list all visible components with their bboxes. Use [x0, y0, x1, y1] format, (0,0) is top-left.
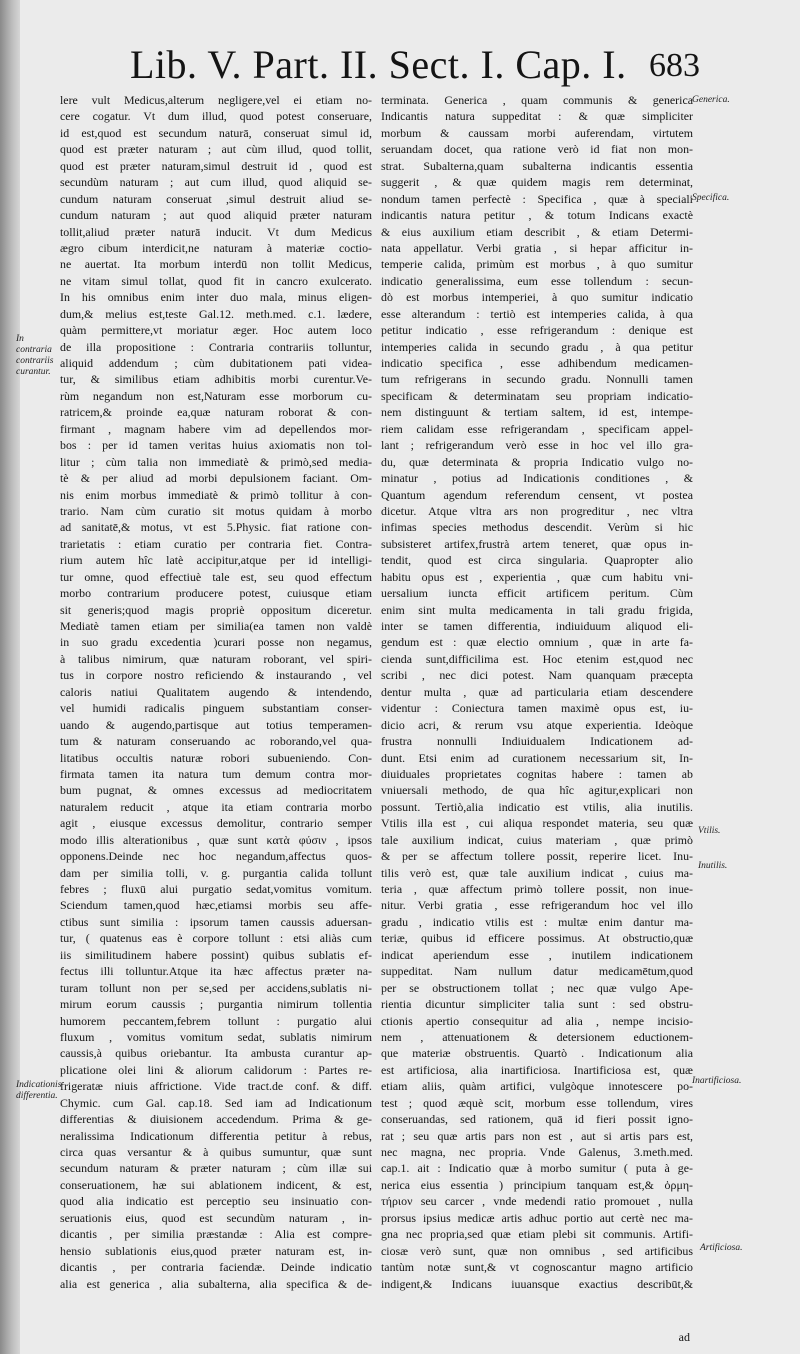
- text-line: aliquid addendum ; cùm dubitationem pati videa-: [60, 356, 372, 370]
- text-line: fectus illi tolluntur.Atque ita hæc affectus præter na-: [60, 964, 372, 979]
- text-line: riem calidam esse refrigerandam , specificam appel-: [381, 421, 693, 436]
- text-line: tur, ( quatenus eas è corpore tollunt : etsi aliàs cum: [60, 931, 372, 946]
- text-line: quàm permittere,vt moriatur æger. Hoc autem loco: [60, 323, 372, 338]
- margin-note-inutilis: Inutilis.: [698, 861, 728, 871]
- margin-note-left-1: In contraria contrariis curantur.: [16, 334, 54, 377]
- text-line: dentur multa , quæ ad particularia etiam descendere: [381, 684, 693, 699]
- text-line: plicatione olei lini & aliorum calidorum : Partes re-: [60, 1062, 372, 1077]
- text-line: intemperies calida in secundo gradu , à qua petitur: [381, 339, 693, 354]
- text-line: ægro cibum interdicit,ne naturam à materiæ coctio-: [60, 240, 372, 255]
- text-line: suppeditat. Nam nullum datur medicamētum,quod: [381, 964, 693, 979]
- text-line: quod est præter naturam ; aut cùm illud, quod tollit,: [60, 142, 372, 157]
- text-line: differentias & diuisionem accedendum. Prima & ge-: [60, 1112, 372, 1127]
- text-line: tus in corpore nostro reficiendo & instaurando , vel: [60, 668, 372, 683]
- text-line: ne vitam simul tollat, quod fit in cancro exulcerato.: [60, 273, 372, 288]
- text-line: de illa propositione : Contraria contrariis tolluntur,: [60, 339, 372, 354]
- text-line: tur omne, quod effectiuè tale est, seu quod effectum: [60, 569, 372, 584]
- text-line: rùm negandum non est,Naturam esse morborum cu-: [60, 388, 372, 403]
- text-line: Chymic. cum Gal. cap.18. Sed iam ad Indicationum: [60, 1095, 372, 1110]
- text-line: test ; quod æquè scit, morbum esse tollendum, vires: [381, 1095, 693, 1110]
- text-line: tur, & similibus etiam adhibitis morbi curentur.Ve-: [60, 372, 372, 387]
- text-line: tollit,aliud præter naturā inducit. Vt dum Medicus: [60, 224, 372, 239]
- text-line: caloris natiui Qualitatem augendo & intendendo,: [60, 684, 372, 699]
- text-line: teriæ, quibus id efficere possimus. At obstructio,quæ: [381, 931, 693, 946]
- text-line: nem distinguunt & tertiam saltem, id est, intempe-: [381, 405, 693, 420]
- text-line: Mediatè tamen etiam per similia(ea tamen non valdè: [60, 619, 372, 633]
- text-line: lant ; refrigerandum verò esse in hoc vel illo gra-: [381, 438, 693, 453]
- text-line: tum & naturam conseruando ac roborando,vel qua-: [60, 734, 372, 749]
- text-line: ctionis apertio consequitur ad alia , nempe incisio-: [381, 1013, 693, 1028]
- text-line: petitur indicatio , esse refrigerandum : denique est: [381, 323, 693, 338]
- text-line: firmant , magnam habere vim ad depellendos mor-: [60, 421, 372, 436]
- text-line: indicat aperiendum esse , inutilem indicationem: [381, 947, 693, 962]
- text-line: per se obstructionem tollat ; nec quæ vulgo Ape-: [381, 980, 693, 995]
- text-line: cienda sunt,difficilima est. Hoc etenim est,quod nec: [381, 651, 693, 666]
- text-line: rat ; seu quæ artis pars non est , aut si artis pars est,: [381, 1128, 693, 1143]
- text-line: possunt. Tertiò,alia indicatio est vtilis, alia inutilis.: [381, 799, 693, 814]
- text-line: gradu , indicatio vtilis est : multæ enim dantur ma-: [381, 914, 693, 929]
- text-line: secundum naturam & præter naturam ; cùm illæ sui: [60, 1161, 372, 1176]
- text-line: tantùm notæ sunt,& vt cognoscantur magno artificio: [381, 1260, 693, 1275]
- text-line: rium autem hîc latè accipitur,atque per id intelligi-: [60, 553, 372, 568]
- text-line: tilis verò est, quæ tale auxilium indicat , cuius ma-: [381, 865, 693, 880]
- text-line: suggerit , & quæ quidem magis rem determinat,: [381, 175, 693, 190]
- text-line: du, quæ determinata & propria Indicatio vulgo no-: [381, 454, 693, 469]
- text-line: gna nec propria,sed quæ etiam plebi sit communis. Artifi-: [381, 1227, 693, 1242]
- catchword: ad: [678, 1330, 690, 1344]
- margin-note-specifica: Specifica.: [692, 193, 730, 203]
- text-line: uersalium iuncta efficit artificem peritum. Cùm: [381, 586, 693, 601]
- text-line: caussis,à quibus oriebantur. Ita ambusta curantur ap-: [60, 1046, 372, 1061]
- text-line: id est,quod est secundum naturā, conseruat simul id,: [60, 125, 372, 140]
- text-line: Indicantis natura suppeditat : & quæ simpliciter: [381, 109, 693, 124]
- text-line: inter se tamen differentia, indiuiduum aliquod eli-: [381, 619, 693, 633]
- text-line: ne auertat. Ita morbum interdū non tollit Medicus,: [60, 257, 372, 272]
- text-line: in suo gradu excedentia )curari posse non negamus,: [60, 635, 372, 650]
- text-line: tendit, quod est circa singularia. Quapropter alio: [381, 553, 693, 568]
- text-line: indicantis natura petitur , & totum Indicans exactè: [381, 208, 693, 223]
- text-line: dicantis , per contraria faciendæ. Deinde indicatio: [60, 1260, 372, 1275]
- text-line: mirum eorum caussis ; purgantia nimirum tollentia: [60, 997, 372, 1012]
- text-line: vel humidi radicalis pinguem substantiam conser-: [60, 701, 372, 716]
- text-line: dam per similia tolli, v. g. purgantia calida tollunt: [60, 865, 372, 880]
- text-line: nerica eius essentia ) principium tanquam est,& ὁρμη-: [381, 1177, 693, 1192]
- margin-note-inartificiosa: Inartificiosa.: [692, 1076, 742, 1086]
- text-line: bum pugnat, & omnes excessus ad mediocritatem: [60, 783, 372, 798]
- running-title: Lib. V. Part. II. Sect. I. Cap. I.: [130, 42, 627, 87]
- text-line: opponens.Deinde nec hoc negandum,affectus quos-: [60, 849, 372, 864]
- text-line: ctibus sunt similia : ipsorum tamen caussis aduersan-: [60, 914, 372, 929]
- text-line: tè & per aliud ad morbi depulsionem faciant. Om-: [60, 471, 372, 486]
- text-line: cap.1. ait : Indicatio quæ à morbo sumitur ( puta à ge-: [381, 1161, 693, 1176]
- text-line: uando & augendo,partisque aut totius temperamen-: [60, 717, 372, 732]
- text-line: specificam & determinatam seu propriam indicatio-: [381, 388, 693, 403]
- text-line: firmata tamen ita natura tum demum contra mor-: [60, 766, 372, 781]
- text-line: ciosæ verò sunt, quæ non omnibus , sed artificibus: [381, 1243, 693, 1258]
- text-line: & eius auxilium etiam describit , & etiam Determi-: [381, 224, 693, 239]
- text-line: humorem peccantem,febrem tollunt : purgatio alui: [60, 1013, 372, 1028]
- text-line: cere cogatur. Vt dum illud, quod potest conseruare,: [60, 109, 372, 124]
- text-line: frustra nonnulli Indiuidualem Indicationem ad-: [381, 734, 693, 749]
- text-line: naturalem reducit , atque ita etiam contraria morbo: [60, 799, 372, 814]
- text-line: ratricem,& proinde ea,quæ naturam roborat & con-: [60, 405, 372, 420]
- text-line: alia est generica , alia subalterna, alia specifica & de-: [60, 1276, 372, 1291]
- text-line: nec magna, nec propria. Vnde Galenus, 3.meth.med.: [381, 1145, 693, 1159]
- text-line: esse alterandum : tertiò est intemperies calida, à qua: [381, 306, 693, 321]
- text-line: que materiæ obstruentis. Quartò . Indicationum alia: [381, 1046, 693, 1061]
- text-line: hensio sublationis eius,quod præter naturam est, in-: [60, 1243, 372, 1258]
- text-line: videntur : Coniectura tamen maximè opus est, iu-: [381, 701, 693, 716]
- text-line: litur ; cùm talia non immediatè & primò,sed media-: [60, 454, 372, 469]
- text-line: modo illis alterationibus , quæ sunt κατὰ φύσιν , ipsos: [60, 832, 372, 847]
- text-line: quod est præter naturam,simul destruit id , quod est: [60, 158, 372, 173]
- text-line: morbo contrarium producere potest, cuiusque etiam: [60, 586, 372, 601]
- text-line: nondum tamen perfectè : Specifica , quæ à speciali: [381, 191, 693, 206]
- text-line: à talibus nimirum, quæ naturam roborant, vel spiri-: [60, 651, 372, 666]
- text-line: litatibus occultis naturæ robori subueniendo. Con-: [60, 750, 372, 765]
- right-text-column: [381, 92, 693, 1292]
- text-line: tum refrigerans in secundo gradu. Nonnulli tamen: [381, 372, 693, 387]
- margin-note-artificiosa: Artificiosa.: [700, 1243, 743, 1253]
- text-line: habitu opus est , experientia , quæ cum habitu vni-: [381, 569, 693, 584]
- text-line: enim sint multa medicamenta in tali gradu frigida,: [381, 602, 693, 617]
- text-line: τήριον seu carcer , vnde medendi ratio promouet , nulla: [381, 1194, 693, 1209]
- text-line: strat. Subalterna,quam subalterna indicantis essentia: [381, 158, 693, 173]
- text-line: Vtilis illa est , cui aliqua respondet materia, seu quæ: [381, 816, 693, 831]
- text-line: quod alia indicatio est perceptio seu insinuatio con-: [60, 1194, 372, 1209]
- text-line: prorsus ipsius medicæ artis adhuc portio aut certè nec ma-: [381, 1210, 693, 1225]
- text-line: vniuersali methodo, de qua hîc agitur,explicari non: [381, 783, 693, 798]
- text-line: nitur. Verbi gratia , esse refrigerandum hoc vel illo: [381, 898, 693, 913]
- text-line: rientia dicuntur simpliciter talia sunt : sed obstru-: [381, 997, 693, 1012]
- text-line: & per se affectum tollere possit, reperire licet. Inu-: [381, 849, 693, 864]
- text-line: teria , quæ affectum primò tollere possit, non inue-: [381, 882, 693, 896]
- text-line: In his omnibus enim inter duo mala, minus eligen-: [60, 290, 372, 305]
- margin-note-left-2: Indicationis differentia.: [16, 1080, 62, 1101]
- text-line: dicio acri, & rerum vsu atque experientia. Ideòque: [381, 717, 693, 732]
- text-line: lere vult Medicus,alterum negligere,vel ei etiam no-: [60, 93, 372, 107]
- text-line: dò est morbus intemperiei, à quo sumitur indicatio: [381, 290, 693, 305]
- text-line: indicatio specifica , esse adhibendum medicamen-: [381, 356, 693, 370]
- text-line: neralissima Indicationum differentia petitur à rebus,: [60, 1128, 372, 1143]
- text-line: bos : per id tamen veritas huius axiomatis non tol-: [60, 438, 372, 453]
- text-line: dicetur. Atque vltra ars non progreditur , nec vltra: [381, 503, 693, 518]
- text-line: conseruationem, hæ sui ablationem indicent, & est,: [60, 1177, 372, 1192]
- text-line: infimas species methodus descendit. Verùm si hic: [381, 520, 693, 535]
- text-line: nis enim morbus immediatè & primò tollitur à con-: [60, 487, 372, 502]
- left-text-column: [60, 92, 372, 1292]
- text-line: Quantum agendum referendum censent, vt postea: [381, 487, 693, 502]
- text-line: iis similitudinem habere possint) quibus sublatis ef-: [60, 947, 372, 962]
- text-line: dum,& melius est,teste Gal.12. meth.med. c.1. lædere,: [60, 306, 372, 321]
- margin-note-generica: Generica.: [692, 95, 730, 105]
- text-line: seruationis eius, quod est secundùm naturam , in-: [60, 1210, 372, 1225]
- text-line: seruandam docet, qua ratione verò id fiat non mon-: [381, 142, 693, 157]
- text-line: secundùm naturam ; aut cum illud, quod aliquid se-: [60, 175, 372, 190]
- text-line: scribi , nec dici potest. Nam quanquam præcepta: [381, 668, 693, 683]
- text-line: temperie calida, primùm est morbus , à quo sumitur: [381, 257, 693, 272]
- text-line: terminata. Generica , quam communis & generica: [381, 93, 693, 107]
- book-gutter-shadow: [0, 0, 20, 1354]
- text-line: fluxum , vomitus vomitum sedat, sublatis nimirum: [60, 1029, 372, 1044]
- text-line: nem , attenuationem & detersionem eductionem-: [381, 1029, 693, 1044]
- text-line: indicatio generalissima, eum esse tollendum : secun-: [381, 273, 693, 288]
- text-line: indigent,& Indicans iuuansque exactius describūt,&: [381, 1276, 693, 1291]
- text-line: cundum naturam ; aut quod aliquid præter naturam: [60, 208, 372, 223]
- text-line: est artificiosa, alia inartificiosa. Inartificiosa est, quæ: [381, 1062, 693, 1077]
- text-line: trario. Nam cùm curatio sit motus quidam à morbo: [60, 503, 372, 518]
- page-number: 683: [649, 47, 700, 84]
- text-line: gendum est : quæ electio omnium , quæ in arte fa-: [381, 635, 693, 650]
- text-line: subsisteret artifex,frustrà artem teneret, quæ opus in-: [381, 536, 693, 551]
- text-line: etiam aliis, quàm artifici, vulgòque innotescere po-: [381, 1079, 693, 1094]
- text-line: cundum naturam conseruat ,simul destruit aliud se-: [60, 191, 372, 206]
- text-line: turam tollunt non per se,sed per accidens,sublatis ni-: [60, 980, 372, 995]
- margin-note-vtilis: Vtilis.: [698, 826, 721, 836]
- text-line: febres ; fluxū alui purgatio sedat,vomitus vomitum.: [60, 882, 372, 896]
- text-line: conseruandas, sed rationem, quā id fieri possit igno-: [381, 1112, 693, 1127]
- text-line: morbum & caussam morbi auferendam, virtutem: [381, 125, 693, 140]
- text-line: dunt. Etsi enim ad curationem necessarium sit, In-: [381, 750, 693, 765]
- text-line: sit generis;quod magis propriè oppositum diceretur.: [60, 602, 372, 617]
- text-line: circa quas versantur & à quibus sumuntur, quæ sunt: [60, 1145, 372, 1159]
- text-line: ad sanitatē,& motus, vt est 5.Physic. fiat ratione con-: [60, 520, 372, 535]
- text-line: minatur , potius ad Indicationis conditiones , &: [381, 471, 693, 486]
- text-line: tale auxilium indicat, cuius materiam , quæ primò: [381, 832, 693, 847]
- text-line: trarietatis : etiam curatio per contraria fiet. Contra-: [60, 536, 372, 551]
- text-line: agit , eiusque excessus demolitur, contrario semper: [60, 816, 372, 831]
- text-line: Sciendum tamen,quod hæc,etiamsi morbis seu affe-: [60, 898, 372, 913]
- text-line: nata appellatur. Verbi gratia , si hepar afficitur in-: [381, 240, 693, 255]
- text-line: frigeratæ niuis affrictione. Vide tract.de conf. & diff.: [60, 1079, 372, 1094]
- text-line: diuiduales proprietates cognitas habere : tamen ab: [381, 766, 693, 781]
- text-line: dicantis , per similia præstandæ : Alia est compre-: [60, 1227, 372, 1242]
